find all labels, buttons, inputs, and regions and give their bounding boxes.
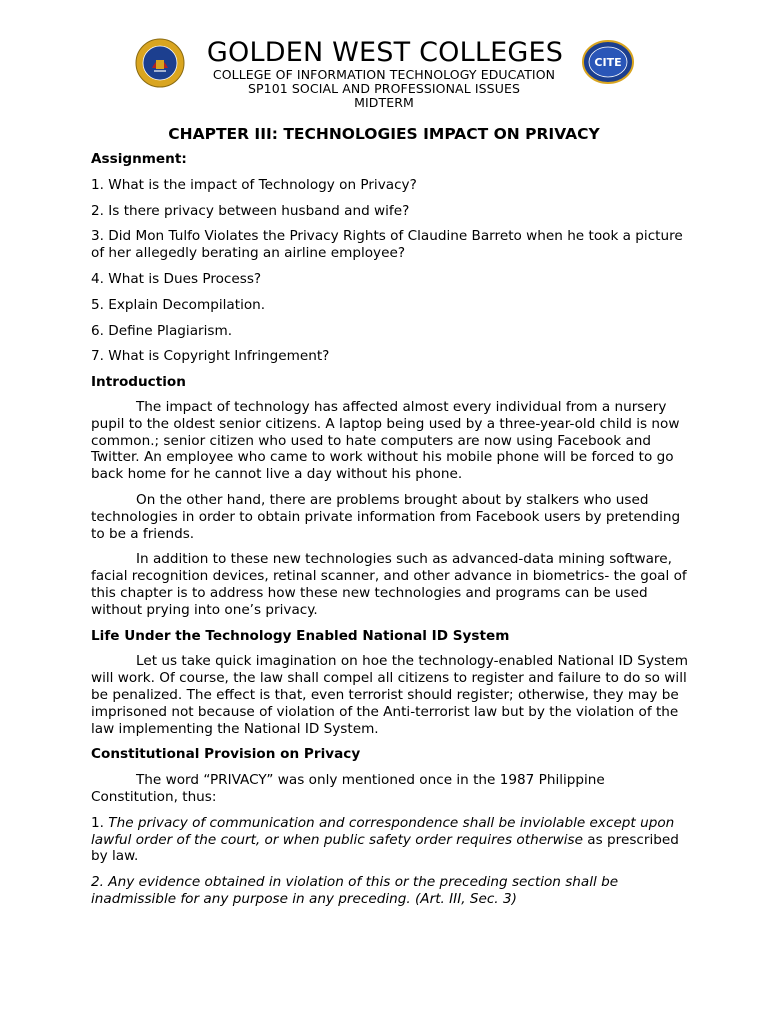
assignment-item: 3. Did Mon Tulfo Violates the Privacy Rights of Claudine Barreto when he took a picture of her allegedly berating an airline employee? xyxy=(91,228,683,262)
assignment-item: 7. What is Copyright Infringement? xyxy=(91,348,330,365)
assignment-heading: Assignment: xyxy=(91,151,187,167)
assignment-item: 1. What is the impact of Technology on Privacy? xyxy=(91,176,417,193)
assignment-item: 4. What is Dues Process? xyxy=(91,270,262,287)
svg-text:CITE: CITE xyxy=(594,56,622,69)
introduction-paragraph: In addition to these new technologies such as advanced-data mining software, facial recognition devices, retinal scanner, and other advance in biometrics- the goal of this chapter is to address how these new technologies and programs can be used without prying into one’s privacy. xyxy=(91,551,687,618)
introduction-paragraph: The impact of technology has affected almost every individual from a nursery pupil to the oldest senior citizens. A laptop being used by a three-year-old child is now common.; senior citizen who used to hate computers are now using Facebook and Twitter. An employee who came to work without his mobile phone will be forced to go back home for he cannot live a day without his phone. xyxy=(91,398,680,483)
assignment-item: 2. Is there privacy between husband and wife? xyxy=(91,202,410,219)
header-line-college-dept: COLLEGE OF INFORMATION TECHNOLOGY EDUCATION xyxy=(212,67,556,82)
document-header xyxy=(0,36,768,116)
constitutional-paragraph: The word “PRIVACY” was only mentioned once in the 1987 Philippine Constitution, thus: xyxy=(91,772,605,805)
constitution-provision-1 xyxy=(91,815,691,865)
header-line-term: MIDTERM xyxy=(354,95,414,110)
constitution-provision-2: 2. Any evidence obtained in violation of this or the preceding section shall be inadmissible for any purpose in any preceding. (Art. III, Sec. 3) xyxy=(91,874,619,907)
header-line-course: SP101 SOCIAL AND PROFESSIONAL ISSUES xyxy=(247,81,520,96)
provision-number: 1. xyxy=(91,814,109,831)
provision-text: The privacy of communication and correspondence shall be inviolable except upon lawful order of the court, or when public safety order requires otherwise xyxy=(91,814,675,848)
introduction-paragraph: On the other hand, there are problems brought about by stalkers who used technologies in order to obtain private information from Facebook users by pretending to be a friends. xyxy=(91,491,681,542)
national-id-heading: Life Under the Technology Enabled National ID System xyxy=(91,627,510,644)
introduction-heading: Introduction xyxy=(91,374,186,391)
assignment-item: 6. Define Plagiarism. xyxy=(91,322,233,339)
national-id-paragraph: Let us take quick imagination on hoe the technology-enabled National ID System will work. Of course, the law shall compel all citizens to register and failure to do so will be penalized. The effect is that, even terrorist should register; otherwise, they may be imprisoned not because of violation of the Anti-terrorist law but by the violation of the law implementing the National ID System. xyxy=(91,653,688,737)
document-body xyxy=(91,151,691,908)
provision-tail: as prescribed by law. xyxy=(91,831,679,865)
assignment-item: 5. Explain Decompilation. xyxy=(91,296,266,313)
chapter-title: CHAPTER III: TECHNOLOGIES IMPACT ON PRIVACY xyxy=(168,125,600,143)
college-name: GOLDEN WEST COLLEGES xyxy=(206,37,564,68)
constitutional-heading: Constitutional Provision on Privacy xyxy=(91,746,361,763)
